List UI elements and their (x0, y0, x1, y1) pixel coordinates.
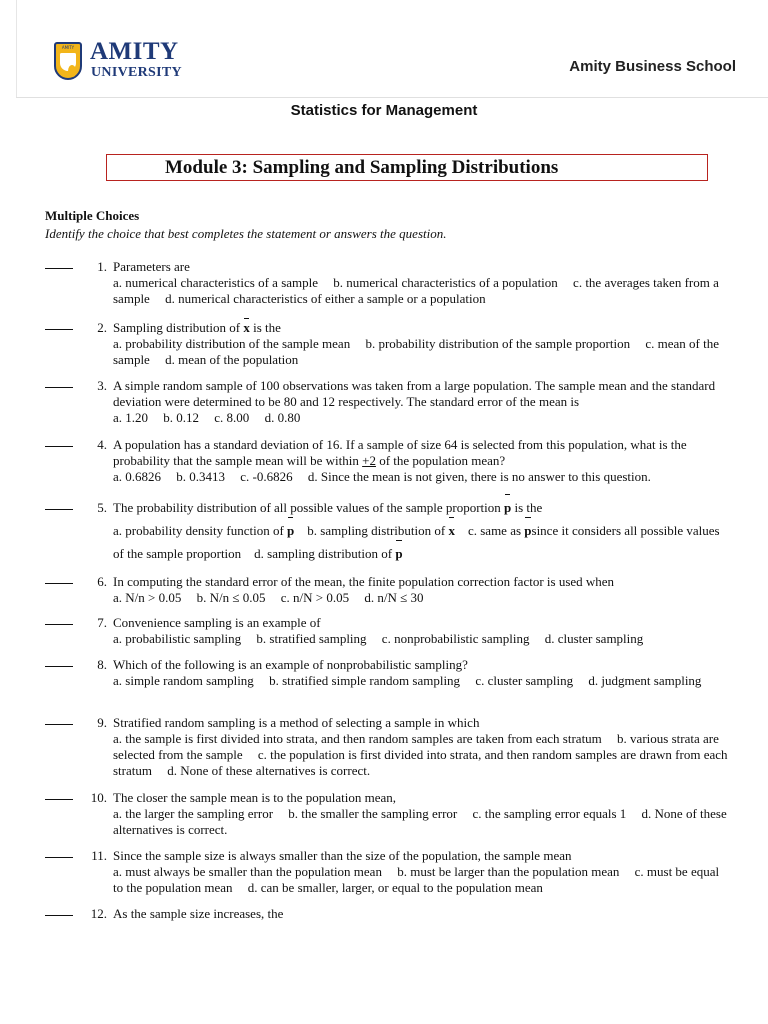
stem-text: of the population mean? (379, 453, 506, 468)
question-number: 7. (97, 615, 107, 630)
p-bar-symbol: p (287, 519, 294, 542)
section-title: Multiple Choices (45, 208, 140, 223)
question-stem (113, 496, 730, 519)
answer-blank[interactable] (45, 724, 73, 725)
question-6 (45, 574, 730, 606)
question-number: 6. (97, 574, 107, 589)
option: d. None of these alternatives is correct. (113, 806, 727, 837)
school-name: Amity Business School (569, 58, 736, 75)
option: b. must be larger than the population mean (397, 864, 620, 879)
answer-blank[interactable] (45, 509, 73, 510)
question-stem: Which of the following is an example of nonprobabilistic sampling? (113, 657, 468, 672)
option: b. 0.12 (163, 410, 200, 425)
question-options (113, 469, 730, 485)
option: a. the sample is first divided into strata, and then random samples are taken from each stratum (113, 731, 602, 746)
module-title: Module 3: Sampling and Sampling Distributions (106, 154, 708, 181)
question-stem: A simple random sample of 100 observations was taken from a large population. The sample mean and the standard deviation were determined to be 80 and 12 respectively. The standard error of the mean is (113, 378, 716, 409)
option: c. nonprobabilistic sampling (381, 631, 530, 646)
option: a. probability distribution of the sample mean (113, 336, 351, 351)
flame-icon (68, 65, 76, 77)
stem-text: The probability distribution of all possible values of the sample proportion (113, 500, 501, 515)
plus-minus-symbol: +2 (362, 453, 376, 468)
option: c. same as (467, 523, 522, 538)
option: c. the population is first divided into strata, and then random samples are drawn from each stratum (113, 747, 728, 778)
option: a. must always be smaller than the population mean (113, 864, 382, 879)
shield-caption: AMITY (61, 45, 75, 50)
option: a. N/n > 0.05 (113, 590, 182, 605)
question-stem: Parameters are (113, 259, 190, 274)
option: d. mean of the population (165, 352, 299, 367)
stem-text: is the (514, 500, 543, 515)
question-number: 4. (97, 437, 107, 452)
answer-blank[interactable] (45, 857, 73, 858)
option: c. 8.00 (214, 410, 250, 425)
question-stem (113, 320, 730, 336)
question-options (113, 519, 730, 565)
option: b. the smaller the sampling error (288, 806, 458, 821)
option: a. the larger the sampling error (113, 806, 274, 821)
option: b. N/n ≤ 0.05 (196, 590, 266, 605)
question-2 (45, 320, 730, 368)
option: d. sampling distribution of (254, 546, 393, 561)
question-stem: As the sample size increases, the (113, 906, 284, 921)
option-continuation: since it considers all possible values of the sample proportion (113, 523, 720, 561)
question-stem: In computing the standard error of the mean, the finite population correction factor is used when (113, 574, 615, 589)
option: c. the sampling error equals 1 (472, 806, 627, 821)
option: c. n/N > 0.05 (280, 590, 350, 605)
course-title: Statistics for Management (290, 102, 478, 119)
option: c. mean of the sample (113, 336, 720, 367)
p-bar-symbol: p (395, 542, 402, 565)
option: a. 0.6826 (113, 469, 162, 484)
question-5 (45, 496, 730, 565)
question-options (113, 275, 730, 307)
question-number: 9. (97, 715, 107, 730)
question-stem (113, 437, 730, 469)
header-divider (16, 97, 768, 98)
option: d. Since the mean is not given, there is no answer to this question. (307, 469, 651, 484)
question-options (113, 864, 730, 896)
question-options (113, 731, 730, 779)
option: b. various strata are selected from the sample (113, 731, 719, 762)
question-stem: Convenience sampling is an example of (113, 615, 321, 630)
answer-blank[interactable] (45, 329, 73, 330)
question-number: 3. (97, 378, 107, 393)
option: b. stratified simple random sampling (269, 673, 461, 688)
section-instructions: Identify the choice that best completes the statement or answers the question. (45, 226, 447, 241)
option: b. sampling distribution of (307, 523, 446, 538)
question-options (113, 590, 730, 606)
question-1 (45, 259, 730, 307)
question-number: 11. (91, 848, 107, 863)
question-9 (45, 715, 730, 779)
logo-wordmark: AMITY (90, 38, 179, 65)
question-stem: Stratified random sampling is a method of selecting a sample in which (113, 715, 480, 730)
answer-blank[interactable] (45, 624, 73, 625)
p-bar-symbol: p (524, 519, 531, 542)
answer-blank[interactable] (45, 799, 73, 800)
option: a. numerical characteristics of a sample (113, 275, 319, 290)
question-number: 10. (90, 790, 107, 805)
question-number: 5. (97, 500, 107, 515)
answer-blank[interactable] (45, 583, 73, 584)
option: a. 1.20 (113, 410, 149, 425)
question-number: 2. (97, 320, 107, 335)
question-10 (45, 790, 730, 838)
question-11 (45, 848, 730, 896)
question-8 (45, 657, 730, 689)
question-number: 1. (97, 259, 107, 274)
question-options (113, 806, 730, 838)
question-options (113, 631, 730, 647)
option: b. numerical characteristics of a population (333, 275, 558, 290)
p-bar-symbol: p (504, 496, 511, 519)
answer-blank[interactable] (45, 446, 73, 447)
question-stem: The closer the sample mean is to the population mean, (113, 790, 397, 805)
option: d. None of these alternatives is correct. (167, 763, 371, 778)
question-7 (45, 615, 730, 647)
option: d. n/N ≤ 30 (364, 590, 424, 605)
logo-subtitle: UNIVERSITY (91, 65, 182, 80)
question-options (113, 410, 730, 426)
option: a. simple random sampling (113, 673, 254, 688)
option: b. probability distribution of the sample proportion (365, 336, 631, 351)
option: c. -0.6826 (240, 469, 293, 484)
option: d. judgment sampling (588, 673, 702, 688)
header-left-rule (16, 0, 17, 98)
question-12 (45, 906, 730, 922)
stem-text: A population has a standard deviation of 16. If a sample of size 64 is selected from this population, what is the probability that the sample mean will be within (113, 437, 687, 468)
x-bar-symbol: x (243, 320, 250, 335)
option: c. must be equal to the population mean (113, 864, 720, 895)
question-4 (45, 437, 730, 485)
option: c. the averages taken from a sample (113, 275, 719, 306)
answer-blank[interactable] (45, 666, 73, 667)
stem-text: Sampling distribution of (113, 320, 241, 335)
question-stem: Since the sample size is always smaller than the size of the population, the sample mean (113, 848, 572, 863)
option: b. 0.3413 (176, 469, 226, 484)
question-options (113, 336, 730, 368)
option: a. probabilistic sampling (113, 631, 242, 646)
question-options (113, 673, 730, 689)
stem-text: is the (253, 320, 281, 335)
option: d. 0.80 (264, 410, 301, 425)
university-logo (50, 40, 200, 86)
question-3 (45, 378, 730, 426)
shield-icon (54, 42, 82, 80)
option: d. numerical characteristics of either a sample or a population (165, 291, 486, 306)
option: a. probability density function of (113, 523, 284, 538)
x-bar-symbol: x (448, 519, 455, 542)
answer-blank[interactable] (45, 915, 73, 916)
question-number: 8. (97, 657, 107, 672)
option: d. can be smaller, larger, or equal to the population mean (247, 880, 543, 895)
option: b. stratified sampling (256, 631, 367, 646)
option: c. cluster sampling (475, 673, 574, 688)
answer-blank[interactable] (45, 387, 73, 388)
answer-blank[interactable] (45, 268, 73, 269)
option: d. cluster sampling (544, 631, 644, 646)
question-number: 12. (90, 906, 107, 921)
